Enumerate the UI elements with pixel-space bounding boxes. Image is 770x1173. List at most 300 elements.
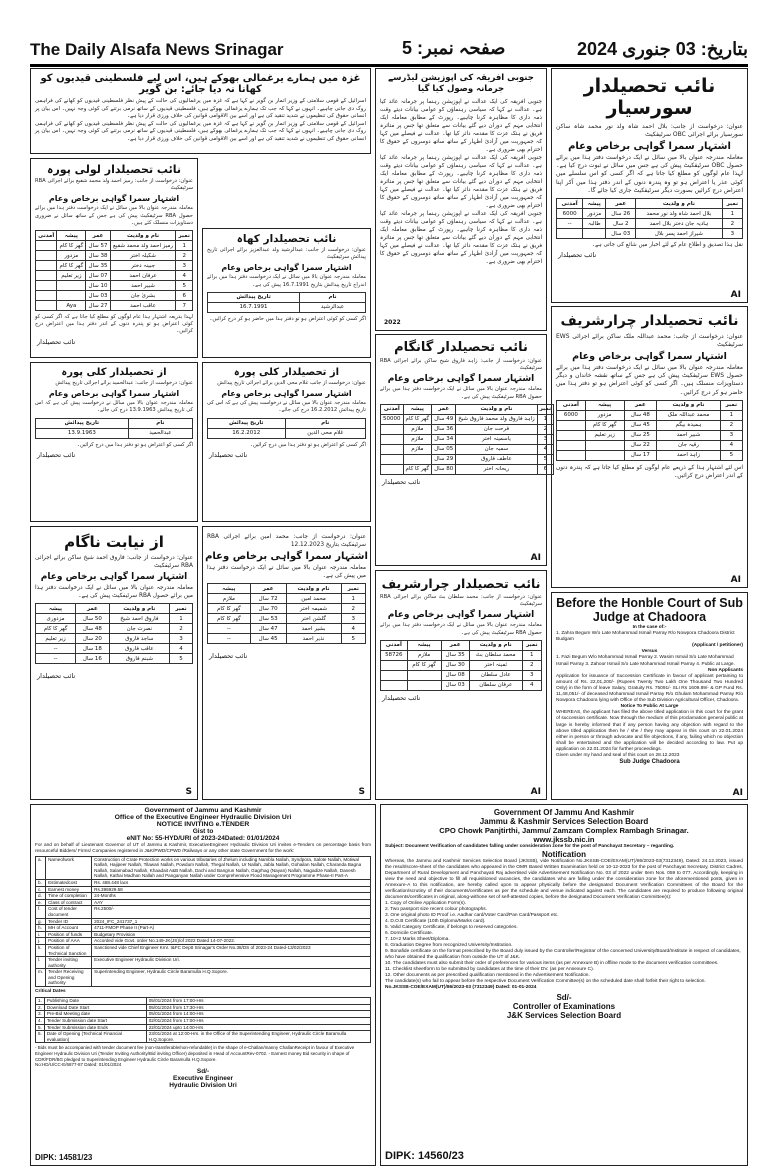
cell [557, 430, 586, 440]
family-table [35, 603, 193, 664]
table-header-row [208, 584, 366, 594]
ad-footer: اگر کسی کو کوئی اعتراض ہو تو دفتر ہذا میں حاضر ہو کر درج کرائیں۔ [209, 315, 366, 322]
tender-dipk: DIPK: 14581/23 [35, 1153, 93, 1162]
cell: 26 سال [606, 209, 636, 219]
cell: عاقب فاروق [109, 644, 169, 654]
cell: بشیر احمد [286, 624, 341, 634]
ad-subject: عنوان: درخواست از جانب غلام محی الدین برائے اجرائی تاریخ پیدائش [217, 380, 366, 386]
ad-ishtihar: اشتہار سمرا گواہی برخاص وعام [572, 351, 727, 362]
cell: Download Date Start [44, 1004, 146, 1011]
cell: j. [36, 938, 46, 945]
cell: گھر کا کام [403, 464, 432, 474]
cell: محمد سلطان بٹ [469, 650, 522, 660]
jkssb-website: www.jkssb.nic.in [533, 835, 595, 844]
cell: شکیلہ اختر [110, 251, 176, 261]
ad-body: معاملہ مندرجہ عنوان بالا میں سائل نے ایک درخواست دفتر ہذا میں برائے حصول RBA سرٹیفکیٹ پیش کی ہے۔ [35, 585, 193, 599]
list-item: 3. One original photo ID Proof i.e. Aadhar card/Voter Card/Pan Card/Passport etc. [385, 913, 559, 919]
table-row [36, 624, 193, 634]
col-header: نام و ولدیت [110, 231, 176, 241]
cell [36, 281, 57, 291]
cell: 08 سال [441, 670, 469, 680]
cell: زاہد احمد [657, 450, 721, 460]
ad-footer: نقل ہذا تصدیق و اطلاع عام کے لئے اخبار میں شائع کی جاتی ہے۔ [591, 242, 743, 249]
masthead-rule [30, 64, 748, 67]
ad-corner-mark: S [185, 787, 192, 797]
cell: عرفان احمد [110, 271, 176, 281]
ad-corner-mark: AI [732, 788, 743, 798]
news-body: اسرائیل کے قومی سلامتی کے وزیر اتمار بن گویر نے کہا ہے کہ غزہ میں یرغمالیوں کی حالت کے پیش نظر فلسطینی قیدیوں کو کھانے کی فراہمی روک دی جانی چاہیے۔ انہوں نے کہا کہ جب تک ہمارے یرغمالی بھوکے ہیں، فلسطینی قیدیوں کے ساتھ نرمی برتنے کی کوئی وجہ نہیں۔ اس بیان پر انسانی حقوق کی تنظیموں نے شدید تنقید کی ہے اور اسے بین الاقوامی قوانین کی خلاف ورزی قرار دیا ہے۔ [35, 98, 366, 120]
col-header: نام و ولدیت [469, 640, 522, 650]
cell: Position of Technical Sanction [46, 944, 92, 956]
cell: 4 [537, 444, 553, 454]
cell [36, 301, 57, 311]
cell: -- [36, 654, 76, 664]
cell: 03 سال [86, 291, 110, 301]
list-item: 10. The candidates must also submit their order of preferences for various items (as per Annexure B) in offline mode to the document verification committees. [385, 961, 719, 967]
dob-table [35, 418, 193, 439]
cell: 1 [170, 614, 193, 624]
list-item: 5. Valid Category Certificate, if belongs to reserved categories. [385, 925, 518, 931]
cell: 2 [176, 251, 193, 261]
table-row [381, 650, 542, 660]
cell: بشریٰ جان [110, 291, 176, 301]
cell: 58726 [381, 650, 408, 660]
table-header-row [381, 404, 554, 414]
application-text: Application for issuance of Succession Certificate in favour of applicant pertaining to amount of Rs. 22,01,200/- (Rupees Twenty Two Lakh One Thousand Two Hundred Only) in the form of leave Salary, Gratuity Rs. 75091/- SLI Rs 1609.89/- & GP Fund Rs. 11,48,051/- of deceased Mohammad Ismail Parray R/o Ghulam Mohammad Parray R/o Nowpora Chadoora lying with Office of the Sub Division Agricultural Officer, Chadoora. [556, 673, 743, 704]
jkssb-body: Whereas, the Jammu and Kashmir Services Selection Board (JKSSB), vide Notification No.JKSSB-COE/EXAM(UT)/86/2023-03(7312349), Dated: 24.12.2023, issued the result/score-sheet of the candidates who appeared in the OMR Based Written Examination held on 10-12-2023 for the post of Panchayat Secretary, District Cadres, Department of Rural Development and Panchayati Raj advertised vide Advertisement Notification No. 03 of 2022 under Item Nos. 059 to 077. Accordingly, keeping in view the need and objective to fill all requisitioned vacancies, the candidates who are falling under the consideration zone for the aforementioned posts, given in Annexure-A to this notification, are hereby called upon to appear physically before the designated Document Verification Committees of the Board for the verification/scrutiny of their documents/certificates as per the schedule and venue indicated against each. The candidates are required to produce following original documents/certificates in original, along-withone set of self-attested copies, before the designated Document Verification Committee(s): [385, 859, 743, 901]
table-row [36, 893, 371, 900]
family-table [556, 198, 743, 239]
ad-body: معاملہ مندرجہ عنوان بالا میں سائل نے درخواست پیش کی ہے کہ اس کی تاریخ پیدائش 16.2.2012 درج کی جائے۔ [207, 400, 366, 414]
col-header: پیشہ [57, 231, 86, 241]
cell: 4 [720, 440, 742, 450]
cell: 6 [176, 291, 193, 301]
cell [57, 281, 86, 291]
cell: 2024_IFC_241737_1 [92, 918, 371, 925]
cell [585, 440, 624, 450]
col-header: عمر [606, 199, 636, 209]
notice-title: Notice To Public At Large [620, 704, 679, 710]
ad-footer: اس لئے اشتہار ہذا کے ذریعے عام لوگوں کو مطلع کیا جاتا ہے کہ پندرہ دنوں کے اندر اعتراض درج کرائیں۔ [556, 464, 743, 479]
jkssb-notification [380, 804, 748, 1166]
cell: 05/01/2024 from 14:00-Hrs [146, 1011, 370, 1018]
cell: شبیر احمد [110, 281, 176, 291]
cell: 5 [170, 654, 193, 664]
table-row [36, 251, 193, 261]
ad-footer: لہذا بذریعہ اشتہار ہذا عام لوگوں کو مطلع کیا جاتا ہے کہ اگر کسی کو کوئی اعتراض ہو تو پندرہ دنوں کے اندر دفتر ہذا میں اعتراض درج کرائیں۔ [35, 314, 193, 335]
in-case: In the case of:- [632, 625, 667, 630]
cell [557, 450, 586, 460]
table-row [381, 444, 554, 454]
ad-subject: عنوان: درخواست از جانب: عبدالحمید برائے اجرائی تاریخ پیدائش [55, 380, 193, 386]
cell [36, 241, 57, 251]
cell: Tender Submission date Ends [44, 1024, 146, 1031]
ad-header: نائب تحصیلدار چرارشریف [560, 313, 739, 329]
given-line: Given under my hand and seal of this court on 28.12.2023 [556, 752, 680, 758]
list-item: 12. Other documents as per prescribed qualification mentioned in the Advertisement Notification. [385, 973, 590, 979]
ad-subject: عنوان: درخواست از جانب: محمد عبداللہ ملک ساکن برائے اجرائی EWS سرٹیفکیٹ [556, 333, 743, 348]
table-row [381, 464, 554, 474]
cell: Rs.2500/- [92, 906, 371, 918]
news-body-cont2: جنوبی افریقہ کی ایک عدالت نے اپوزیشن رہنما پر جرمانہ عائد کیا ہے۔ عدالت نے کہا کہ سیاسی رہنماؤں کو عوامی بیانات دیتے وقت ذمہ داری کا مظاہرہ کرنا چاہیے۔ رپورٹ کے مطابق معاملہ ایک انتخابی مہم کے دوران دیے گئے بیانات سے متعلق تھا جس پر متاثرہ فریق نے ہتک عزت کا مقدمہ دائر کیا تھا۔ عدالت نے فیصلے میں کہا کہ جمہوریت میں آزادیٔ اظہار کے ساتھ ساتھ دوسروں کے حقوق کا احترام بھی ضروری ہے۔ [380, 211, 542, 265]
table-row [208, 614, 366, 624]
cell: Tender ID [46, 918, 92, 925]
cell: 3 [176, 261, 193, 271]
cell [381, 680, 408, 690]
table-row [36, 1017, 371, 1024]
ad-karipora [30, 362, 198, 522]
ad-header: نائب تحصیلدار لولی پورہ [47, 163, 181, 176]
col-header: پیشہ [403, 404, 432, 414]
col-header: نمبر [537, 404, 553, 414]
cell: شبنم فاروق [109, 654, 169, 664]
cell: 13.9.1963 [36, 428, 129, 438]
col-header: نمبر [341, 584, 365, 594]
cell: 5 [720, 450, 742, 460]
cell: 1 [537, 414, 553, 424]
cell: 2. [36, 1004, 45, 1011]
table-row [381, 660, 542, 670]
ad-subject: عنوان: درخواست از جانب: رمیز احمد ولد محمد شفیع برائے اجرائی RBA سرٹیفکیٹ [35, 178, 193, 192]
cell: مزدوری [36, 614, 76, 624]
page-number: صفحہ نمبر: 5 [402, 38, 506, 58]
applicant: 1. Zahra Begum W/o Late Mohammad Ismail Parray R/o Nowpora Chadoora District Budgam [556, 631, 735, 643]
cell: بلال احمد شاہ ولد نور محمد [636, 209, 723, 219]
col-header: پیشہ [208, 584, 251, 594]
cell: 05 سال [432, 444, 456, 454]
court-title: Before the Honble Court of Sub Judge at Chadoora [556, 596, 743, 624]
table-row [208, 428, 366, 438]
cell: 16 سال [76, 654, 110, 664]
ad-body: معاملہ مندرجہ عنوان بالا میں سائل نے درخواست پیش کی ہے کہ اس کی تاریخ پیدائش 13.9.1963 درج کی جائے۔ [35, 400, 193, 414]
cell: 7 [176, 301, 193, 311]
table-row [381, 414, 554, 424]
ad-dob2 [202, 362, 371, 522]
table-header-row [557, 400, 743, 410]
cell: ملازم [403, 434, 432, 444]
ad-header: نائب تحصیلدار چرارشریف [381, 576, 541, 591]
cell: شیراز احمد پسر بلال [636, 229, 723, 239]
cell: نذیر احمد [286, 634, 341, 644]
col-header: پیشہ [407, 640, 441, 650]
ad-corner-mark: AI [730, 290, 741, 300]
cell: 05/01/2024 from 17:30-Hrs [146, 1004, 370, 1011]
cell: ساجد فاروق [109, 634, 169, 644]
table-row [36, 654, 193, 664]
cell: Position of AAA [46, 938, 92, 945]
jkssb-ref: No.JKSSB-COE/EXAM(UT)/86/2023-03 (7312349) Dated: 01-01-2024 [385, 985, 537, 991]
news-gaza [30, 68, 371, 154]
list-item: 7. 10+2 Marks Sheet/Diploma. [385, 937, 450, 943]
cell: 10 سال [86, 281, 110, 291]
cell: MH of Account [46, 925, 92, 932]
cell: 3 [722, 229, 742, 239]
cell: گھر کا کام [36, 624, 76, 634]
cell: 50000 [381, 414, 404, 424]
news-year: 2022 [384, 319, 401, 326]
cell: ملازم [407, 650, 441, 660]
col-header: پیشہ [583, 199, 606, 209]
table-row [36, 291, 193, 301]
cell: 70 سال [250, 604, 286, 614]
cell: 03 سال [441, 680, 469, 690]
cell: Tender Submission date Start [44, 1017, 146, 1024]
table-row [557, 420, 743, 430]
cell: گھر کا کام [57, 261, 86, 271]
cell: 20 سال [76, 634, 110, 644]
table-row [208, 624, 366, 634]
cell: 80 سال [432, 464, 456, 474]
ad-sursyar [551, 68, 748, 303]
table-row [36, 281, 193, 291]
cell: 45 سال [250, 634, 286, 644]
cell: Nameofwork [46, 856, 92, 879]
ad-ishtihar: اشتہار سمرا گواہی برخاص وعام [205, 551, 368, 562]
cell: گھر کا کام [407, 660, 441, 670]
tender-gov: Government of Jammu and Kashmir [144, 807, 262, 814]
list-item: 1. Copy of Online Application Form(s). [385, 901, 467, 907]
table-row [36, 879, 371, 886]
cell: Time of completion [46, 893, 92, 900]
cell: 6. [36, 1031, 45, 1043]
news-body-cont: جنوبی افریقہ کی ایک عدالت نے اپوزیشن رہنما پر جرمانہ عائد کیا ہے۔ عدالت نے کہا کہ سیاسی رہنماؤں کو عوامی بیانات دیتے وقت ذمہ داری کا مظاہرہ کرنا چاہیے۔ رپورٹ کے مطابق معاملہ ایک انتخابی مہم کے دوران دیے گئے بیانات سے متعلق تھا جس پر متاثرہ فریق نے ہتک عزت کا مقدمہ دائر کیا تھا۔ عدالت نے فیصلے میں کہا کہ جمہوریت میں آزادیٔ اظہار کے ساتھ ساتھ دوسروں کے حقوق کا احترام بھی ضروری ہے۔ [380, 155, 542, 209]
tender-sd: Sd/- [196, 1068, 210, 1076]
col-header: نام و ولدیت [657, 400, 721, 410]
table-row [36, 241, 193, 251]
cell: Class of contract [46, 899, 92, 906]
ad-corner-mark: AI [530, 787, 541, 797]
cell: 02/01/2024 from 17:00-Hrs [146, 1017, 370, 1024]
ad-signature: نائب تحصیلدار [558, 251, 597, 260]
ad-signature: نائب تحصیلدار [382, 477, 421, 486]
col-header: آمدنی [36, 231, 57, 241]
cell: Publishing Date [44, 998, 146, 1005]
cell: 3 [720, 430, 742, 440]
col-header: نام [128, 418, 192, 428]
col-header: نمبر [522, 640, 541, 650]
cell: 4 [176, 271, 193, 281]
cell: -- [557, 219, 583, 229]
tender-ref: No:HD/U/CC-E/6877-87 Dated: 01/01/2024 [35, 1062, 122, 1068]
cell: گلشن اختر [286, 614, 341, 624]
cell: -- [208, 634, 251, 644]
cell: محمد عبداللہ ملک [657, 410, 721, 420]
cell: 1 [522, 650, 541, 660]
critical-dates-title: Critical Dates [35, 989, 66, 995]
table-header-row [36, 231, 193, 241]
cell: مزدور [583, 209, 606, 219]
ad-footer: اگر کسی کو اعتراض ہو تو دفتر ہذا میں درج کرائیں۔ [249, 441, 366, 448]
cell: 22/01/2024 upto 14:00-Hrs [146, 1024, 370, 1031]
cell: 48 سال [76, 624, 110, 634]
ad-subject: عنوان: درخواست از جانب: محمد سلطان بٹ ساکن برائے اجرائی RBA سرٹیفکیٹ [380, 594, 542, 608]
tender-sign1: Executive Engineer [173, 1075, 233, 1083]
ad-body: معاملہ مندرجہ عنوان بالا میں سائل نے ایک درخواست دفتر ہذا میں برائے حصول EWS سرٹیفکیٹ پیش کی ہے جس کے ساتھ نقشہ خاندان و دیگر دستاویزات منسلک ہیں۔ اگر کسی کو کوئی اعتراض ہو تو دفتر ہذا میں حاضر ہو کر درج کرائیں۔ [556, 364, 744, 396]
col-header: عمر [250, 584, 286, 594]
table-row [36, 1024, 371, 1031]
cell: 5. [36, 1024, 45, 1031]
table-row [208, 302, 366, 312]
cell [381, 464, 404, 474]
ad-charsharif-bottom [375, 570, 547, 800]
table-row [557, 450, 743, 460]
table-row [36, 614, 193, 624]
cell: 29 سال [432, 454, 456, 464]
table-row [36, 428, 193, 438]
ad-lolipora [30, 158, 198, 358]
ad-header: از تحصیلدار کلی پورہ [61, 367, 167, 378]
col-header: عمر [86, 231, 110, 241]
ad-rba-middle [202, 526, 371, 800]
ad-header: نائب تحصیلدار کھاہ [236, 233, 337, 245]
cell: AAY [92, 899, 371, 906]
cell [403, 454, 432, 464]
cell: Accorded vide Govt. order No.149-JK(JS)/of 2022 Dated 14-07-2022. [92, 938, 371, 945]
cell: زیر تعلیم [57, 271, 86, 281]
cell: گھر کا کام [208, 614, 251, 624]
ad-header: از تحصیلدار کلی پورہ [233, 367, 340, 378]
table-row [36, 301, 193, 311]
jkssb-sign2: J&K Services Selection Board [506, 1011, 622, 1021]
cell: 23/01/2024 at 12:00-Hrs. in the Office of the Superintending Engineer, Hydraulic Circle Baramulla H.Q.Sopore. [146, 1031, 370, 1043]
cell: 38 سال [86, 251, 110, 261]
table-row [381, 424, 554, 434]
col-header: نمبر [720, 400, 742, 410]
news-body: جنوبی افریقہ کی ایک عدالت نے اپوزیشن رہنما پر جرمانہ عائد کیا ہے۔ عدالت نے کہا کہ سیاسی رہنماؤں کو عوامی بیانات دیتے وقت ذمہ داری کا مظاہرہ کرنا چاہیے۔ رپورٹ کے مطابق معاملہ ایک انتخابی مہم کے دوران دیے گئے بیانات سے متعلق تھا جس پر متاثرہ فریق نے ہتک عزت کا مقدمہ دائر کیا تھا۔ عدالت نے فیصلے میں کہا کہ جمہوریت میں آزادیٔ اظہار کے ساتھ ساتھ دوسروں کے حقوق کا احترام بھی ضروری ہے۔ [380, 99, 542, 153]
cell: 4 [522, 680, 541, 690]
issue-date: بتاریخ: 03 جنوری 2024 [577, 39, 748, 59]
col-header: نام و ولدیت [636, 199, 723, 209]
cell: l. [36, 957, 46, 969]
cell: f. [36, 906, 46, 918]
cell: 3 [537, 434, 553, 444]
cell [36, 261, 57, 271]
cell: 48 سال [624, 410, 657, 420]
cell: Budgetary Provision [92, 931, 371, 938]
col-header: نام و ولدیت [286, 584, 341, 594]
cell: 4. [36, 1017, 45, 1024]
court-signature: Sub Judge Chadoora [619, 759, 680, 766]
cell: 4 [341, 624, 365, 634]
cell: Earnest money [46, 886, 92, 893]
table-row [36, 957, 371, 969]
cell [381, 444, 404, 454]
non-applicants: Non Applicants [708, 667, 743, 673]
ad-body: معاملہ مندرجہ عنوان بالا میں سائل نے ایک درخواست دفتر ہذا میں برائے حصول RBA سرٹیفکیٹ پیش کی ہے جس کے ساتھ سائل نے ضروری دستاویزات منسلک کئے ہیں۔ [35, 205, 193, 226]
table-row [208, 634, 366, 644]
cell: ملازم [208, 594, 251, 604]
list-item: 8. Graduation Degree from recognized University/Institution. [385, 943, 513, 949]
cell: 35 سال [441, 650, 469, 660]
cell: ریحانہ اختر [456, 464, 537, 474]
jkssb-doc-list [381, 901, 747, 979]
cell: Executive Engineer Hydraulic Division Uri. [92, 957, 371, 969]
cell: 6 [537, 464, 553, 474]
cell: 49 سال [432, 414, 456, 424]
cell: عادل سلطان [469, 670, 522, 680]
cell: 57 سال [86, 241, 110, 251]
ad-subject: عنوان: درخواست از جانب: عبدالرشید ولد عبدالعزیز برائے اجرائی تاریخ پیدائش سرٹیفکیٹ [207, 247, 366, 261]
ad-signature: نائب تحصیلدار [37, 337, 76, 346]
cell: e. [36, 899, 46, 906]
cell: 5 [176, 281, 193, 291]
table-header-row [208, 418, 366, 428]
cell: زیر تعلیم [585, 430, 624, 440]
cell: 07 سال [86, 271, 110, 281]
cell: -- [208, 624, 251, 634]
cell: 3 [341, 614, 365, 624]
cell [407, 680, 441, 690]
table-row [36, 886, 371, 893]
cell: 50 سال [76, 614, 110, 624]
cell: 22 سال [624, 440, 657, 450]
table-row [381, 680, 542, 690]
cell: 5 [341, 634, 365, 644]
cell: 53 سال [250, 614, 286, 624]
cell: 30 سال [441, 660, 469, 670]
cell: Date of Opening (Technical Financial evaluation) [44, 1031, 146, 1043]
news-headline: جنوبی افریقہ کی اپوزیشن لیڈرسے جرمانہ وصول کیا گیا [388, 73, 534, 94]
cell: غلام محی الدین [285, 428, 365, 438]
cell: گھر کا کام [57, 241, 86, 251]
cell: d. [36, 893, 46, 900]
ad-ishtihar: اشتہار سمرا گواہی برخاص وعام [568, 141, 731, 152]
cell: عبدالرشید [300, 302, 366, 312]
cell: 4 [170, 644, 193, 654]
cell: b. [36, 879, 46, 886]
applicant-tag: (Applicant / petitioner) [692, 643, 743, 649]
family-table [35, 230, 193, 311]
cell: 1 [722, 209, 742, 219]
cell: 35 سال [86, 261, 110, 271]
col-header: آمدنی [557, 400, 586, 410]
col-header: آمدنی [381, 404, 404, 414]
dob-table [207, 292, 366, 313]
cell: فرحت جان [456, 424, 537, 434]
ad-header: نائب تحصیلدار گانگام [394, 340, 528, 355]
ad-subjudge [551, 592, 748, 800]
cell: Estimatedcost [46, 879, 92, 886]
cell: 47 سال [250, 624, 286, 634]
table-row [381, 670, 542, 680]
cell: 16.2.2012 [208, 428, 286, 438]
col-header: نام [285, 418, 365, 428]
table-row [557, 410, 743, 420]
cell: گھر کا کام [403, 414, 432, 424]
cell: سمیہ جان [456, 444, 537, 454]
cell: 18 سال [76, 644, 110, 654]
col-header: عمر [432, 404, 456, 414]
col-header: نام و ولدیت [456, 404, 537, 414]
col-header: عمر [624, 400, 657, 410]
cell: Sanctioned vide Chief Engineer Kmr. I&FC Deptt Srinagar's Order No.38/DS of 2023-24 Dated-13/02/2023 [92, 944, 371, 956]
dob-table [207, 418, 366, 439]
table-row [381, 434, 554, 444]
table-row [36, 1004, 371, 1011]
table-header-row [208, 292, 366, 302]
cell: 2 [170, 624, 193, 634]
col-header: تاریخ پیدائش [208, 292, 300, 302]
list-item: 2. Two passport size recent colour photographs. [385, 907, 488, 913]
cell [381, 424, 404, 434]
tender-notes: - Bids must be accompanied with tender document fee (non-transferable/non-refundable) in the shape of e-Challan/manny ChallanReceipt in favour of Executive Engineer Hydraulic Division Uri (Tender Inviting Authority/Bid inviting Officer) deposited in Head of AccountRev-0702. - Earnest money Bid security in shape of CDR/FDR/BG pledged to Superintending Engineer Hydraulic Circle Baramulla H.Q.Sopore. [35, 1045, 355, 1062]
table-row [36, 918, 371, 925]
cell: ہادیہ جان دختر بلال احمد [636, 219, 723, 229]
tender-notice [30, 804, 376, 1166]
ad-corner-mark: AI [730, 575, 741, 585]
jkssb-gov: Government Of Jammu And Kashmir [493, 808, 635, 817]
cell [381, 670, 408, 680]
